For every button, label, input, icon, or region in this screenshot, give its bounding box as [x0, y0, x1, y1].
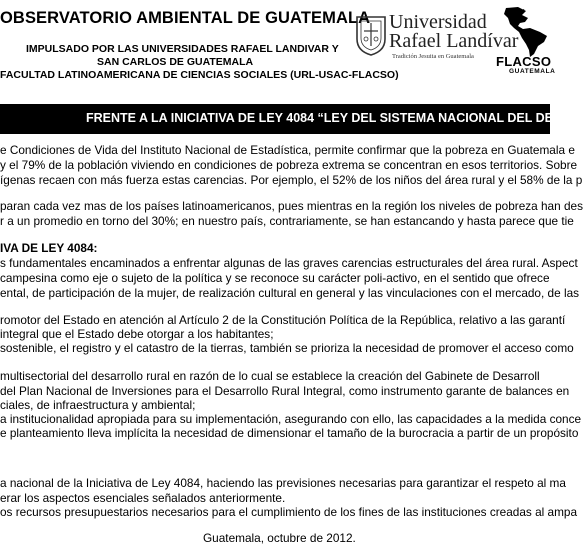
paragraph-1-line-2: y el 79% de la población viviendo en condiciones de pobreza extrema se concentran en esos territorios. Sobre	[0, 158, 578, 172]
section-line-3: ental, de participación de la mujer, de realización cultural en general y las vinculaciones con el mercado, de las	[0, 286, 580, 300]
university-seal-icon	[354, 13, 388, 57]
paragraph-1-line-1: e Condiciones de Vida del Instituto Nacional de Estadística, permite confirmar que la pobreza en Guatemala e	[0, 143, 575, 157]
banner-title: FRENTE A LA INICIATIVA DE LEY 4084 “LEY DEL SISTEMA NACIONAL DEL DESARR	[86, 111, 588, 125]
item-1-line-1: romotor del Estado en atención al Artículo 2 de la Constitución Política de la República, relativo a las garantí	[0, 313, 566, 327]
item-1-line-2: integral que el Estado debe otorgar a los habitantes;	[0, 327, 274, 341]
organization-title: OBSERVATORIO AMBIENTAL DE GUATEMALA	[0, 9, 371, 27]
section-heading: IVA DE LEY 4084:	[0, 241, 98, 255]
section-line-1: s fundamentales encaminados a enfrentar algunas de las graves carencias estructurales del área rural. Aspect	[0, 256, 578, 270]
subtitle-line-3: FACULTAD LATINOAMERICANA DE CIENCIAS SOCIALES (URL-USAC-FLACSO)	[0, 69, 399, 81]
subtitle-line-2: SAN CARLOS DE GUATEMALA	[97, 56, 254, 68]
item-3-line-3: ciales, de infraestructura y ambiental;	[0, 398, 196, 412]
university-name-line-2: Rafael Landívar	[389, 30, 519, 52]
paragraph-2-line-1: paran cada vez mas de los países latinoamericanos, pues mientras en la región los niveles de pobreza han des	[0, 199, 583, 213]
flacso-name: FLACSO	[496, 54, 552, 69]
closing-line-1: a nacional de la Iniciativa de Ley 4084, haciendo las previsiones necesarias para garantizar el respeto al ma	[0, 476, 566, 490]
signoff-date: Guatemala, octubre de 2012.	[203, 531, 356, 545]
university-name-line-1: Universidad	[389, 11, 487, 33]
item-3-line-1: multisectorial del desarrollo rural en razón de lo cual se establece la creación del Gabinete de Desarroll	[0, 369, 540, 383]
item-4-line-2: e planteamiento lleva implícita la necesidad de dimensionar el tamaño de la burocracia a partir de un propósito	[0, 426, 579, 440]
paragraph-2-line-2: r a un promedio en torno del 30%; en nuestro país, contrariamente, se han estancando y hasta parece que tie	[0, 214, 574, 228]
item-3-line-2: del Plan Nacional de Inversiones para el Desarrollo Rural Integral, como instrumento garante de balances en	[0, 384, 570, 398]
item-2-line-1: sostenible, el registro y el catastro de la tierras, también se prioriza la necesidad de promover el acceso como	[0, 341, 574, 355]
flacso-map-icon	[500, 6, 550, 58]
flacso-country: GUATEMALA	[509, 68, 556, 75]
subtitle-line-1: IMPULSADO POR LAS UNIVERSIDADES RAFAEL LANDIVAR Y	[26, 43, 339, 55]
section-line-2: campesina como eje o sujeto de la política y se reconoce su carácter poli-activo, en el sentido que ofrece	[0, 271, 550, 285]
closing-line-2: erar los aspectos esenciales señalados anteriormente.	[0, 491, 286, 505]
item-4-line-1: a institucionalidad apropiada para su implementación, asegurando con ello, las capacidades a la medida conce	[0, 412, 582, 426]
paragraph-1-line-3: ígenas recaen con más fuerza estas carencias. Por ejemplo, el 52% de los niños del área rural y el 58% de la p	[0, 173, 583, 187]
university-tagline: Tradición Jesuita en Guatemala	[392, 53, 474, 60]
title-banner	[0, 104, 588, 134]
closing-line-3: os recursos presupuestarios necesarios para el cumplimiento de los fines de las instituciones creadas al ampa	[0, 505, 578, 519]
